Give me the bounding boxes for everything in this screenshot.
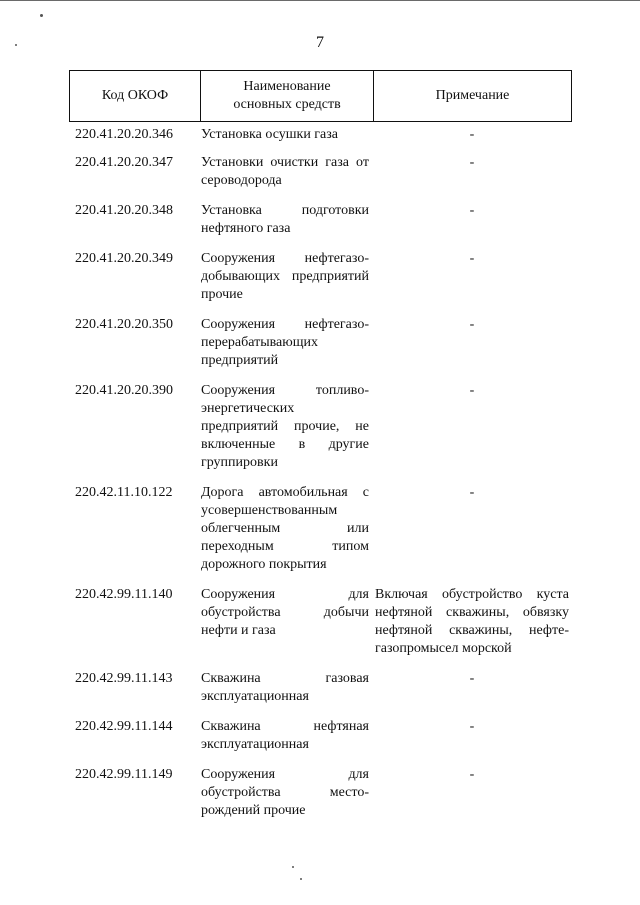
row-name: Установка подготовки нефтяного газа <box>201 203 369 236</box>
table-row <box>75 126 569 144</box>
row-name: Скважина нефтяная эксплуатационная <box>201 719 369 752</box>
header-name-line2: основных средств <box>233 97 341 112</box>
row-note: - <box>469 671 475 686</box>
scan-speck <box>15 44 17 46</box>
table-header <box>69 70 572 122</box>
row-note: - <box>469 251 475 266</box>
row-code: 220.41.20.20.349 <box>75 251 173 266</box>
row-name: Дорога автомобильная с усовершенствованным облегченным или переходным типом дорожного покрытия <box>201 485 369 572</box>
row-note: - <box>469 203 475 218</box>
scan-speck <box>300 878 302 880</box>
table-row <box>75 718 569 754</box>
row-note: - <box>469 155 475 170</box>
row-name: Установки очистки газа от сероводорода <box>201 155 369 188</box>
row-code: 220.42.11.10.122 <box>75 485 173 500</box>
row-note: - <box>469 317 475 332</box>
row-name: Сооружения топливо-энергетических предприятий прочие, не включенные в другие группировки <box>201 383 369 470</box>
row-name: Установка осушки газа <box>201 127 339 142</box>
row-code: 220.42.99.11.149 <box>75 767 173 782</box>
row-note: - <box>469 127 475 142</box>
header-code: Код ОКОФ <box>70 71 201 121</box>
row-code: 220.41.20.20.348 <box>75 203 173 218</box>
scan-speck <box>40 14 43 17</box>
row-note: Включая обустройство куста нефтяной скважины, обвязку нефтяной скважины, нефте-газопромысел морской <box>375 587 569 656</box>
table-row <box>75 154 569 190</box>
row-code: 220.41.20.20.350 <box>75 317 173 332</box>
row-note: - <box>469 719 475 734</box>
row-code: 220.41.20.20.390 <box>75 383 173 398</box>
table-row <box>75 766 569 820</box>
scan-speck <box>292 866 294 868</box>
row-name: Сооружения для обустройства добычи нефти и газа <box>201 587 369 638</box>
table-row <box>75 484 569 574</box>
header-name-line1: Наименование <box>243 79 331 94</box>
row-code: 220.41.20.20.346 <box>75 127 173 142</box>
row-name: Скважина газовая эксплуатационная <box>201 671 369 704</box>
row-name: Сооружения для обустройства место-рождений прочие <box>201 767 369 818</box>
top-border-line <box>0 0 640 1</box>
table-row <box>75 670 569 706</box>
header-name <box>201 71 374 121</box>
row-note: - <box>469 383 475 398</box>
row-name: Сооружения нефтегазо-добывающих предприятий прочие <box>201 251 369 302</box>
row-note: - <box>469 485 475 500</box>
row-code: 220.42.99.11.144 <box>75 719 173 734</box>
page-number: 7 <box>316 34 324 51</box>
header-note: Примечание <box>435 88 510 103</box>
row-code: 220.42.99.11.140 <box>75 587 173 602</box>
table-row <box>75 202 569 238</box>
table-row <box>75 586 569 658</box>
table-body <box>75 126 569 820</box>
row-code: 220.42.99.11.143 <box>75 671 173 686</box>
row-note: - <box>469 767 475 782</box>
row-name: Сооружения нефтегазо-перерабатывающих предприятий <box>201 317 369 368</box>
table-row <box>75 316 569 370</box>
table-row <box>75 250 569 304</box>
table-row <box>75 382 569 472</box>
row-code: 220.41.20.20.347 <box>75 155 173 170</box>
